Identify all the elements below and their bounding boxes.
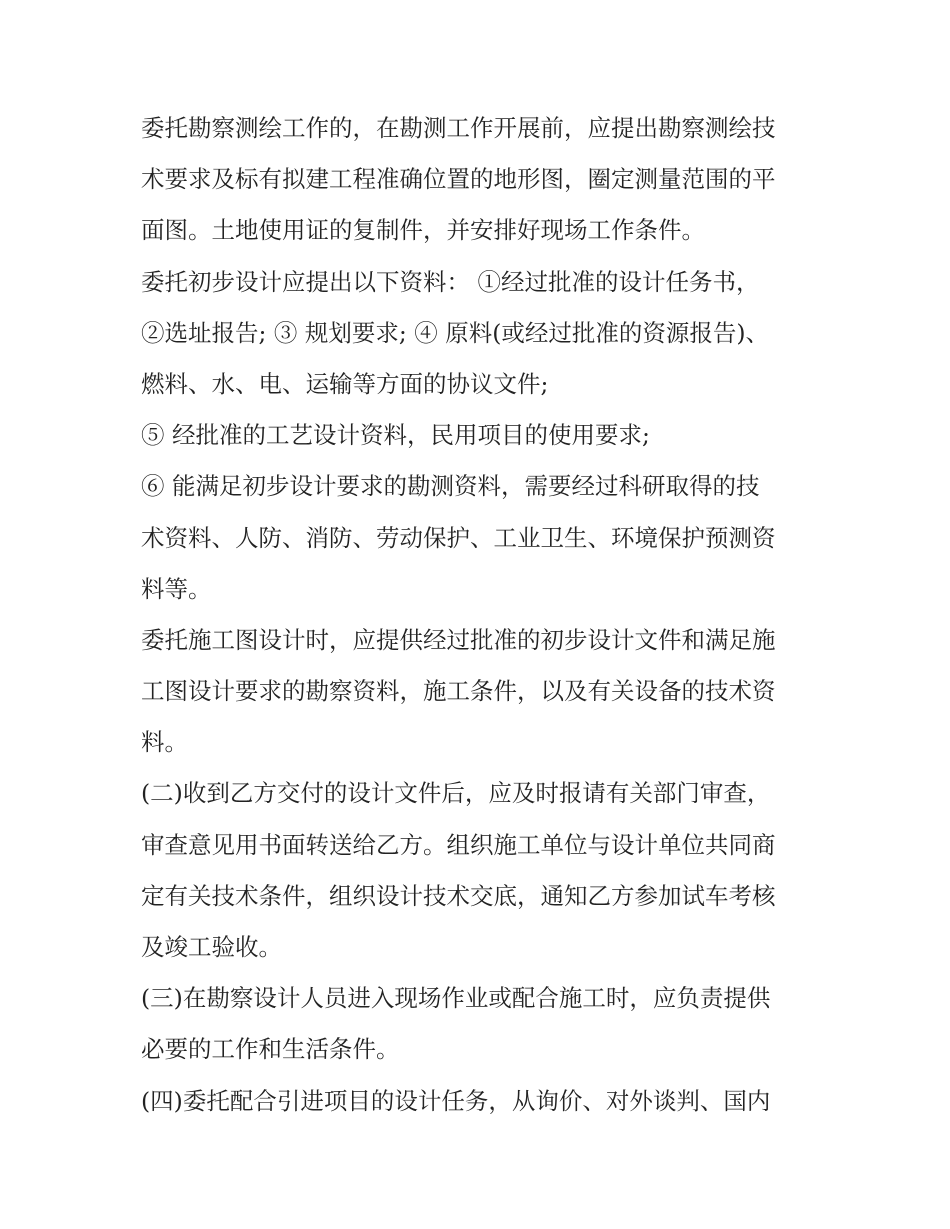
text-line: (二)收到乙方交付的设计文件后，应及时报请有关部门审查， xyxy=(141,779,771,808)
text-line: 委托施工图设计时，应提供经过批准的初步设计文件和满足施 xyxy=(141,625,776,654)
paragraph-section-4 xyxy=(141,1076,813,1127)
paragraph-survey-commission xyxy=(141,103,813,257)
text-line: ⑤ 经批准的工艺设计资料，民用项目的使用要求; xyxy=(141,421,650,450)
text-line: 面图。土地使用证的复制件，并安排好现场工作条件。 xyxy=(141,216,705,245)
text-line: ②选址报告; ③ 规划要求; ④ 原料(或经过批准的资源报告)、 xyxy=(141,318,770,347)
text-line: 料。 xyxy=(141,728,188,757)
text-line: 料等。 xyxy=(141,574,212,603)
text-line: 术要求及标有拟建工程准确位置的地形图，圈定测量范围的平 xyxy=(141,165,776,194)
text-line: (三)在勘察设计人员进入现场作业或配合施工时，应负责提供 xyxy=(141,984,771,1013)
paragraph-item-6 xyxy=(141,461,813,615)
paragraph-construction-drawing xyxy=(141,615,813,769)
text-line: ⑥ 能满足初步设计要求的勘测资料，需要经过科研取得的技 xyxy=(141,472,760,501)
text-line: 审查意见用书面转送给乙方。组织施工单位与设计单位共同商 xyxy=(141,830,776,859)
text-line: 工图设计要求的勘察资料，施工条件，以及有关设备的技术资 xyxy=(141,677,776,706)
paragraph-preliminary-design xyxy=(141,257,813,411)
document-body xyxy=(141,103,813,1127)
text-line: 定有关技术条件，组织设计技术交底，通知乙方参加试车考核 xyxy=(141,881,776,910)
text-line: (四)委托配合引进项目的设计任务，从询价、对外谈判、国内 xyxy=(141,1086,771,1115)
paragraph-item-5 xyxy=(141,410,813,461)
text-line: 术资料、人防、消防、劳动保护、工业卫生、环境保护预测资 xyxy=(141,523,776,552)
text-line: 燃料、水、电、运输等方面的协议文件; xyxy=(141,369,549,398)
paragraph-section-3 xyxy=(141,973,813,1075)
text-line: 委托初步设计应提出以下资料： ①经过批准的设计任务书， xyxy=(141,267,760,296)
text-line: 必要的工作和生活条件。 xyxy=(141,1035,400,1064)
paragraph-section-2 xyxy=(141,768,813,973)
text-line: 委托勘察测绘工作的，在勘测工作开展前，应提出勘察测绘技 xyxy=(141,114,776,142)
text-line: 及竣工验收。 xyxy=(141,933,282,961)
